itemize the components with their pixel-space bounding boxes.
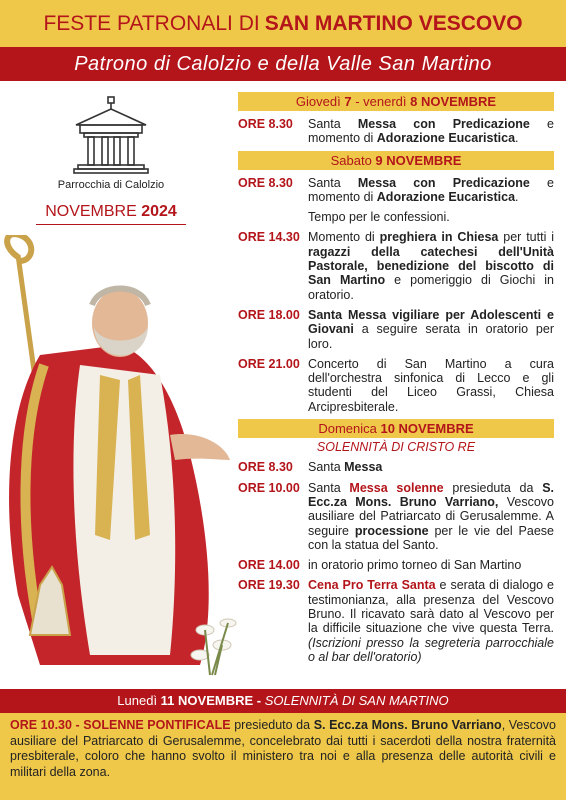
event-text: Santa Messa	[308, 460, 383, 475]
event-text: Cena Pro Terra Santa e serata di dialogo e testimonianza, alla presenza del Vescovo Bruno. Il ricavato sarà dato al Vescovo per la difficile situazione che vive questa Terra. (Iscrizioni presso la segreteria parrocchiale o al bar dell'oratorio)	[308, 578, 554, 664]
event-item	[238, 230, 554, 301]
event-time: ORE 8.30	[238, 175, 293, 190]
event-text: in oratorio primo torneo di San Martino	[308, 558, 522, 573]
event-time: ORE 8.30	[238, 117, 293, 131]
day-subtitle: SOLENNITÀ DI SAN MARTINO	[264, 693, 449, 708]
day-date: 9 NOVEMBRE	[375, 152, 462, 168]
year: 2024	[141, 203, 177, 220]
title-prefix: FESTE PATRONALI DI	[43, 11, 260, 35]
day-label: - venerdì	[351, 94, 411, 109]
day-number: 7	[344, 94, 352, 109]
event-item	[238, 308, 554, 351]
month-year	[36, 203, 186, 225]
saint-statue-image	[0, 235, 240, 685]
program-column	[238, 92, 554, 664]
day-label: Lunedì	[117, 693, 161, 708]
dash: -	[253, 693, 265, 708]
event-item	[238, 117, 554, 146]
event-time: ORE 14.30	[238, 230, 300, 245]
parish-name: Parrocchia di Calolzio	[57, 179, 165, 191]
event-text: Santa Messa solenne presieduta da S. Ecc.za Mons. Bruno Varriano, Vescovo ausiliare del Patriarcato di Gerusalemme. A seguire processione per le vie del Paese con la statua del Santo.	[308, 480, 554, 552]
event-text: Santa Messa con Predicazione e momento di Adorazione Eucaristica.	[308, 117, 554, 146]
confession-note: Tempo per le confessioni.	[308, 210, 450, 225]
day-date: 8 NOVEMBRE	[410, 94, 497, 109]
title-bold: SAN MARTINO VESCOVO	[264, 11, 523, 35]
event-item	[238, 578, 554, 664]
parish-logo	[36, 95, 186, 225]
event-item	[238, 357, 554, 414]
title-band	[0, 0, 566, 47]
day-date: 10 NOVEMBRE	[380, 421, 474, 437]
day-header-sat	[238, 151, 554, 170]
month: NOVEMBRE	[45, 203, 137, 220]
event-item	[238, 176, 554, 205]
event-text: Santa Messa vigiliare per Adolescenti e Giovani a seguire serata in oratorio per loro.	[308, 307, 554, 351]
event-item	[238, 558, 554, 572]
event-item	[238, 481, 554, 552]
day-subtitle: SOLENNITÀ DI CRISTO RE	[316, 440, 476, 455]
event-time: ORE 10.00	[238, 480, 300, 495]
event-text: Concerto di San Martino a cura dell'orchestra sinfonica di Lecco e gli studenti del Liceo Grassi, Chiesa Arcipresbiterale.	[308, 356, 554, 414]
church-icon	[70, 95, 152, 175]
event-time: ORE 21.00	[238, 356, 300, 371]
pontifical-description: ORE 10.30 - SOLENNE PONTIFICALE presieduto da S. Ecc.za Mons. Bruno Varriano, Vescovo ausiliare del Patriarcato di Gerusalemme, concelebrato dai tutti i sacerdoti della nostra fraternità presbiterale, coloro che hanno svolto il ministero tra noi e alla presenza delle autorità civili e militari della zona.	[0, 713, 566, 800]
day-date: 11 NOVEMBRE	[160, 693, 254, 708]
event-time: ORE 18.00	[238, 307, 300, 322]
day-label: Giovedì	[295, 94, 345, 109]
event-time: ORE 14.00	[238, 558, 300, 573]
subtitle-band	[0, 47, 566, 81]
event-time: ORE 8.30	[238, 460, 293, 475]
event-text: Santa Messa con Predicazione e momento di Adorazione Eucaristica.	[308, 175, 554, 204]
day-label: Domenica	[318, 421, 381, 437]
day-header-mon	[0, 689, 566, 713]
event-item	[238, 460, 554, 474]
subtitle: Patrono di Calolzio e della Valle San Martino	[74, 52, 492, 75]
event-time: ORE 19.30	[238, 578, 300, 593]
event-text: Momento di preghiera in Chiesa per tutti i ragazzi della catechesi dell'Unità Pastorale, benedizione del biscotto di San Martino e pomeriggio di Giochi in oratorio.	[308, 230, 554, 302]
day-header-thu-fri	[238, 92, 554, 111]
day-label: Sabato	[330, 152, 376, 168]
pontifical-time: ORE 10.30 - SOLENNE PONTIFICALE	[10, 718, 231, 732]
day-header-sun	[238, 419, 554, 438]
